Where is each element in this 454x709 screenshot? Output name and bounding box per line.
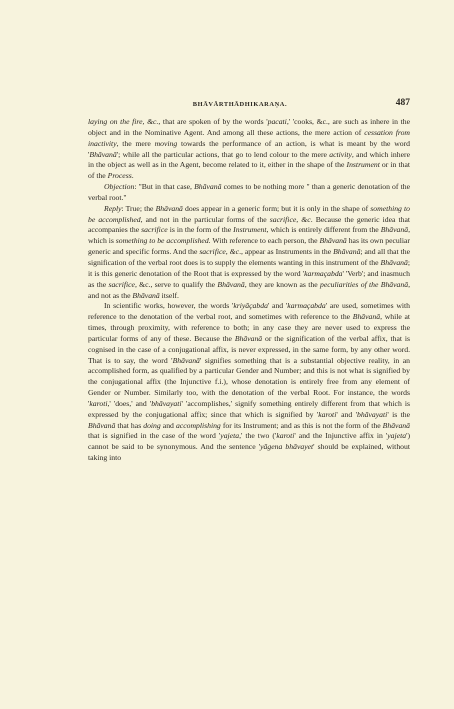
- text-run: : True; the: [121, 203, 156, 213]
- text-run: is in the form of the: [167, 225, 234, 235]
- text-run: ,: [225, 247, 230, 257]
- text-run: , which is: [88, 225, 410, 246]
- italic-term: pacati: [267, 117, 287, 126]
- italic-term: something to be accomplished: [88, 203, 410, 224]
- text-run: ' and ': [267, 301, 288, 311]
- text-run: ; and all that the signification of the verbal root does is to supply the elements wanting in this instrument of the: [88, 247, 411, 267]
- italic-term: &c: [229, 247, 240, 257]
- italic-term: Bhāvanā: [89, 149, 117, 159]
- italic-term: yajeta: [220, 431, 240, 441]
- italic-term: Instrument: [233, 225, 267, 235]
- text-run: ; it is this generic denotation of the Root that is expressed by the word ': [88, 257, 410, 278]
- text-run: , and not as the: [88, 279, 410, 300]
- italic-term: Bhāvanā: [319, 236, 347, 246]
- text-run: comes to be nothing more " than a generic denotation of the verbal root.": [88, 182, 411, 202]
- italic-term: Bhāvanā: [333, 247, 361, 257]
- page-header: [88, 98, 410, 112]
- text-run: ,' 'cooks, &c., are such as inhere in the object and in the Nominative Agent. And among all these actions, the mere action of: [88, 117, 410, 137]
- text-run: ,: [296, 214, 302, 224]
- text-run: that is signified in the case of the word ': [88, 431, 221, 441]
- paragraph-objection: [88, 182, 410, 204]
- paragraph-continuation: [88, 117, 410, 182]
- text-run: : "But in that case,: [134, 182, 195, 192]
- paragraph-scientific-works: [88, 301, 410, 464]
- italic-term: Bhāvanā: [382, 420, 410, 430]
- body-text: [88, 117, 410, 464]
- italic-term: something to be accomplished: [115, 236, 209, 246]
- italic-term: kriyāçabda: [233, 301, 268, 311]
- italic-term: accomplishing: [175, 420, 221, 430]
- text-run: , which is entirely different from the: [266, 225, 381, 235]
- italic-term: doing: [143, 420, 161, 430]
- paragraph-reply: [88, 204, 410, 302]
- italic-term: karmaçabda: [304, 268, 343, 278]
- italic-term: sacrifice: [269, 214, 297, 224]
- italic-term: Objection: [104, 182, 135, 192]
- text-run: ,' the two (': [239, 431, 277, 441]
- text-run: towards the performance of an action, is what is meant by the word ': [88, 138, 410, 159]
- italic-term: Process: [107, 171, 132, 181]
- italic-term: sacrifice: [108, 279, 135, 289]
- text-run: , and not in the particular forms of the: [140, 214, 270, 224]
- italic-term: Bhāvanā: [234, 333, 263, 343]
- text-run: , they are known as the: [244, 279, 320, 289]
- italic-term: sacrifice: [141, 225, 168, 235]
- running-head: BHĀVĀRTHĀDHIKARAṆA.: [192, 101, 288, 108]
- italic-term: bhāvayati: [151, 398, 182, 408]
- text-run: ' should be explained, without taking into: [88, 442, 410, 463]
- text-run: , the mere: [116, 138, 155, 148]
- text-run: ., appear as Instruments in the: [239, 247, 334, 257]
- text-run: or in that of the: [88, 160, 410, 181]
- text-run: ' and ': [336, 409, 357, 419]
- italic-term: sacrifice: [199, 247, 226, 257]
- text-run: itself.: [159, 290, 179, 300]
- text-run: .: [131, 171, 134, 181]
- italic-term: moving: [154, 138, 178, 148]
- italic-term: Bhāvanā: [155, 203, 183, 213]
- italic-term: Bhāvanā: [380, 225, 409, 235]
- text-run: ' are used, sometimes with reference to the denotation of the verbal root, and sometimes with reference to the: [88, 301, 410, 322]
- text-run: ' signifies something that is a substantial objective reality, in an accomplished form, as qualified by a particular Gender and Number; and this is not what is signified by the conjugational affix (the Injunctive f.i.), whose denotation is entirely free from any element of Gender or Number. Similarly too, with the denotation of the verbal Root. For instance, the words ': [88, 355, 410, 408]
- text-run: has its own peculiar generic and specific forms. And the: [88, 236, 410, 257]
- italic-term: yajeta: [387, 431, 407, 441]
- italic-term: Bhāvanā: [352, 312, 381, 322]
- italic-term: Reply: [104, 203, 122, 213]
- italic-term: karoti: [89, 398, 108, 408]
- italic-term: Bhāvanā: [132, 290, 160, 300]
- text-run: . Because the generic idea that accompanies the: [88, 214, 411, 235]
- italic-term: Bhāvanā: [88, 420, 116, 430]
- text-run: ,' 'does,' and ': [107, 398, 152, 408]
- text-run: for its Instrument; and as this is not the form of the: [220, 420, 383, 430]
- text-run: '; while all the particular actions, that go to lend colour to the mere: [116, 149, 330, 159]
- text-run: ') cannot be said to be synonymous. And the sentence ': [88, 431, 411, 452]
- text-run: and: [160, 420, 176, 430]
- italic-term: Bhāvanā: [217, 279, 245, 289]
- italic-term: cessation from inactivity: [88, 127, 410, 148]
- italic-term: Bhāvanā: [172, 355, 200, 365]
- text-run: ' 'accomplishes,' signify something entirely different from that which is expressed by the conjugational affix; since that which is signified by ': [88, 398, 410, 419]
- text-run: ' is the: [387, 409, 410, 419]
- text-run: . With reference to each person, the: [208, 236, 320, 246]
- text-run: ' 'Verb'; and inasmuch as the: [88, 268, 410, 289]
- italic-term: yāgena bhāvayet: [260, 442, 314, 452]
- text-run: In scientific works, however, the words ': [104, 301, 234, 311]
- italic-term: bhāvayati: [356, 409, 388, 419]
- page-number: 487: [395, 98, 410, 108]
- italic-term: karmaçabda: [287, 301, 326, 311]
- text-run: , and which inhere in the object as well as in the Agent, become related to it, either in the shape of the: [88, 149, 410, 170]
- italic-term: activity: [329, 149, 352, 159]
- italic-term: laying on the fire, &c.: [88, 117, 159, 126]
- text-run: , &c., serve to qualify the: [134, 279, 218, 289]
- text-run: does appear in a generic form; but it is only in the shape of: [182, 203, 371, 213]
- italic-term: &c: [301, 214, 311, 224]
- italic-term: peculiarities of the Bhāvanā: [319, 279, 409, 289]
- italic-term: Instrument: [346, 160, 380, 170]
- text-run: , that are spoken of by the words ': [158, 117, 268, 126]
- text-run: or the signification of the verbal affix, that is cognised in the case of a conjugational affix, is never expressed, in the same form, by any other word. That is to say, the word ': [88, 333, 410, 365]
- text-run: , while at times, through proximity, with reference to both; in any case they are never used to express the particular forms of any of these. Because the: [88, 312, 410, 343]
- italic-term: Bhāvanā: [194, 182, 222, 192]
- text-run: that has: [115, 420, 144, 430]
- text-run: ' and the Injunctive affix in ': [294, 431, 388, 441]
- italic-term: karoti: [318, 409, 337, 419]
- italic-term: Bhāvanā: [380, 257, 408, 267]
- italic-term: karoti: [276, 431, 295, 441]
